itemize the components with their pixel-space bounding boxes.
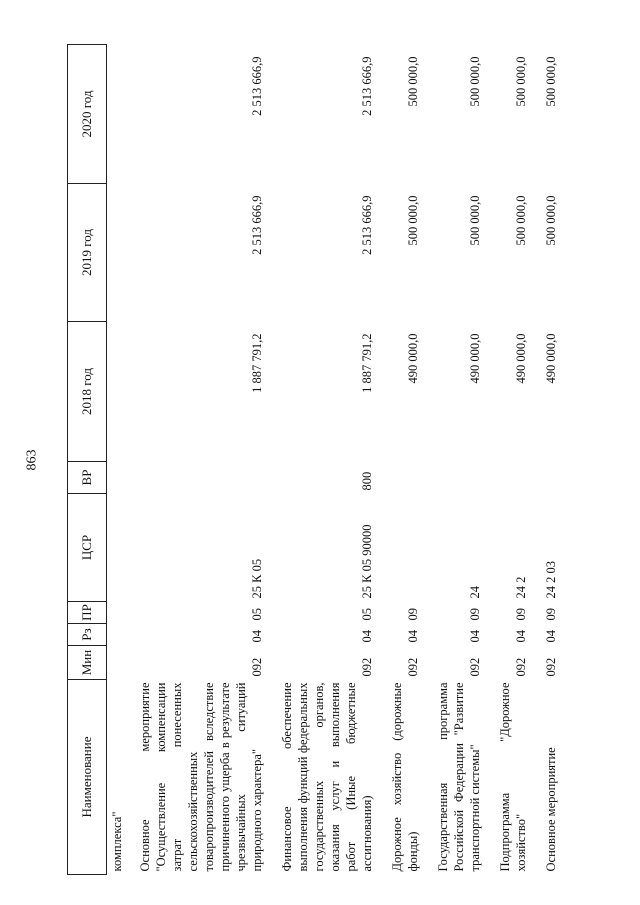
col-pr-header: ПР [68, 602, 107, 624]
row-2019: 500 000,0 [406, 195, 420, 246]
row-csr: 24 2 03 [544, 561, 558, 599]
row-pr: 09 [406, 608, 420, 621]
row-min: 092 [406, 657, 420, 677]
col-min-header: Мин [68, 646, 107, 680]
col-2020-header: 2020 год [68, 45, 107, 184]
row-2019: 500 000,0 [514, 195, 528, 246]
row-2020: 500 000,0 [468, 56, 482, 107]
row-2018: 490 000,0 [406, 333, 420, 384]
row-pr: 09 [468, 608, 482, 621]
row-2020: 500 000,0 [514, 56, 528, 107]
row-rz: 04 [406, 630, 420, 643]
row-2020 [107, 45, 130, 184]
col-vr-header: ВР [68, 462, 107, 494]
row-csr: 25 К 05 [250, 558, 264, 599]
row-2018: 1 887 791,2 [250, 333, 264, 393]
row-2020: 2 513 666,9 [360, 56, 374, 116]
row-min: 092 [250, 657, 264, 677]
row-name: Дорожное хозяйство (дорожные фонды) [390, 682, 420, 872]
row-2019: 2 513 666,9 [360, 195, 374, 255]
table-row [535, 45, 565, 875]
row-min [107, 646, 130, 680]
col-2019-header: 2019 год [68, 184, 107, 322]
row-2018: 490 000,0 [468, 333, 482, 384]
col-2018-header: 2018 год [68, 322, 107, 462]
row-vr [381, 462, 427, 494]
row-vr [489, 462, 535, 494]
row-rz: 04 [468, 630, 482, 643]
col-name-header: Наименование [68, 680, 107, 875]
row-rz [107, 624, 130, 646]
table-row [271, 45, 381, 875]
row-2019: 2 513 666,9 [250, 195, 264, 255]
row-min: 092 [360, 657, 374, 677]
row-rz: 04 [360, 630, 374, 643]
row-vr [427, 462, 489, 494]
row-csr [381, 494, 427, 602]
row-vr [129, 462, 271, 494]
row-csr: 24 2 [514, 576, 528, 599]
row-name: Финансовое обеспечение выполнения функций федеральных государственных органов, оказания услуг и выполнения работ (Иные бюджетные ассигнования) [280, 682, 374, 872]
row-2018: 490 000,0 [544, 333, 558, 384]
row-2020: 500 000,0 [406, 56, 420, 107]
row-rz: 04 [250, 630, 264, 643]
row-2018: 1 887 791,2 [360, 333, 374, 393]
row-name: Основное мероприятие "Осуществление компенсации затрат понесенных сельскохозяйственных товаропроизводителей вследствие причиненного ущерба в результате чрезвычайных ситуаций природного характера" [138, 682, 264, 872]
table-row [427, 45, 489, 875]
row-2019: 500 000,0 [468, 195, 482, 246]
row-pr [107, 602, 130, 624]
table-row [129, 45, 271, 875]
row-2019 [107, 184, 130, 322]
col-csr-header: ЦСР [68, 494, 107, 602]
row-pr: 09 [544, 608, 558, 621]
table-row [107, 45, 130, 875]
row-2020: 2 513 666,9 [250, 56, 264, 116]
row-vr: 800 [360, 471, 374, 491]
row-csr: 24 [468, 586, 482, 599]
row-name: Основное мероприятие [544, 747, 558, 872]
row-2018: 490 000,0 [514, 333, 528, 384]
rotated-page [67, 45, 607, 875]
row-csr [107, 494, 130, 602]
row-pr: 05 [360, 608, 374, 621]
table-row [381, 45, 427, 875]
row-2020: 500 000,0 [544, 56, 558, 107]
row-rz: 04 [544, 630, 558, 643]
row-name: Государственная программа Российской Федерации "Развитие транспортной системы" [436, 682, 482, 872]
page-number: 863 [24, 449, 40, 471]
budget-table [67, 44, 565, 875]
row-2018 [107, 322, 130, 462]
table-row [489, 45, 535, 875]
header-row [68, 45, 107, 875]
row-min: 092 [468, 657, 482, 677]
row-name: Подпрограмма "Дорожное хозяйство" [498, 682, 528, 872]
row-vr [107, 462, 130, 494]
row-name: комплекса" [110, 811, 124, 872]
row-2019: 500 000,0 [544, 195, 558, 246]
col-rz-header: Рз [68, 624, 107, 646]
row-pr: 09 [514, 608, 528, 621]
row-min: 092 [514, 657, 528, 677]
row-vr [535, 462, 565, 494]
row-min: 092 [544, 657, 558, 677]
row-rz: 04 [514, 630, 528, 643]
row-csr: 25 К 05 90000 [360, 524, 374, 599]
row-pr: 05 [250, 608, 264, 621]
